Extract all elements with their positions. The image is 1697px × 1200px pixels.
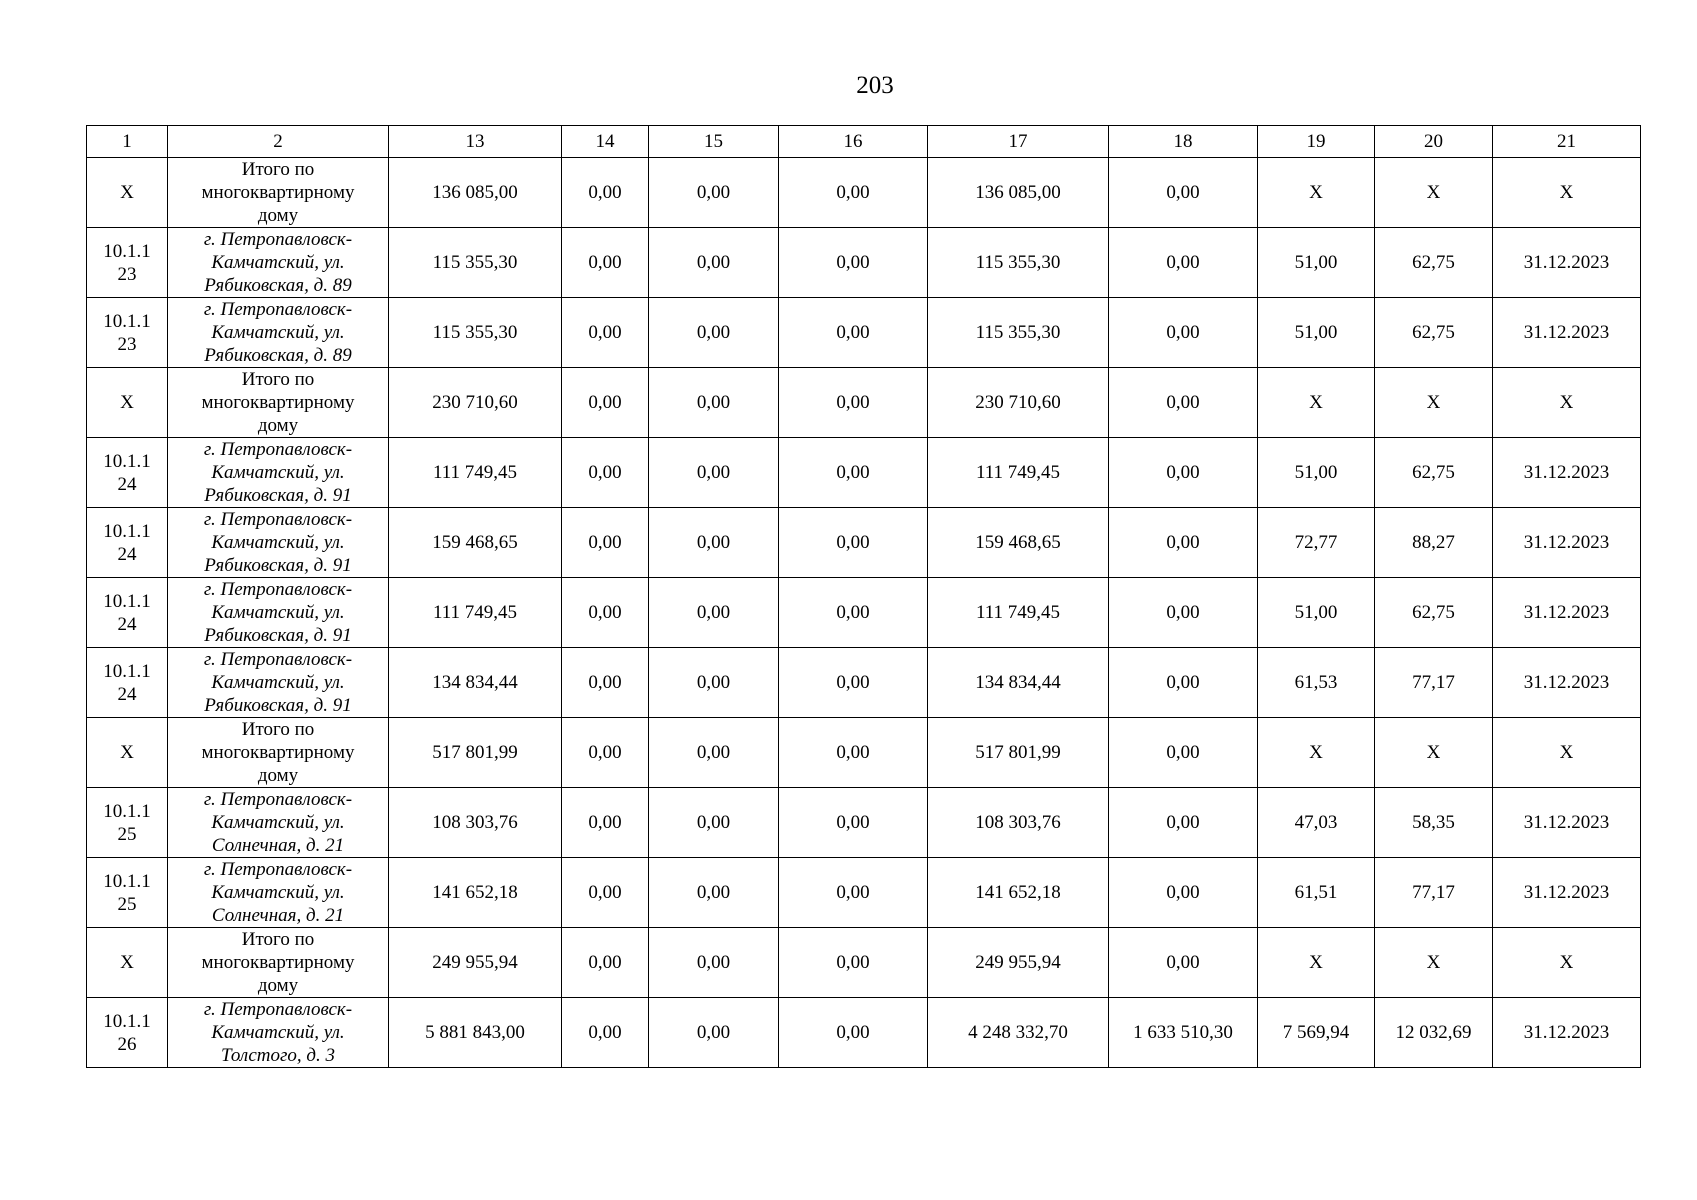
value-cell: 0,00 <box>649 858 779 928</box>
value-cell: 230 710,60 <box>389 368 562 438</box>
value-cell: 0,00 <box>562 578 649 648</box>
value-cell: 0,00 <box>649 228 779 298</box>
name-line: Камчатский, ул. <box>211 462 345 483</box>
value-cell: 58,35 <box>1375 788 1493 858</box>
value-cell: 72,77 <box>1258 508 1375 578</box>
name-line: Итого по <box>241 159 315 180</box>
row-number-line: 10.1.1 <box>103 870 151 892</box>
value-cell: 1 633 510,30 <box>1109 998 1258 1068</box>
name-line: Камчатский, ул. <box>211 882 345 903</box>
column-header: 13 <box>389 126 562 158</box>
data-table <box>86 125 1641 1068</box>
name-line: Рябиковская, д. 91 <box>204 625 352 646</box>
value-cell: 0,00 <box>779 438 928 508</box>
name-line: Камчатский, ул. <box>211 812 345 833</box>
value-cell: 31.12.2023 <box>1493 998 1641 1068</box>
row-number-cell <box>87 228 168 298</box>
value-cell: X <box>1493 928 1641 998</box>
name-line: г. Петропавловск- <box>203 579 353 600</box>
total-label-cell <box>168 158 389 228</box>
value-cell: 249 955,94 <box>928 928 1109 998</box>
row-number-line: X <box>120 182 134 203</box>
value-cell: 77,17 <box>1375 858 1493 928</box>
value-cell: 31.12.2023 <box>1493 228 1641 298</box>
value-cell: 0,00 <box>649 998 779 1068</box>
value-cell: 0,00 <box>1109 648 1258 718</box>
value-cell: 111 749,45 <box>928 438 1109 508</box>
value-cell: 0,00 <box>1109 158 1258 228</box>
table-row <box>87 718 1641 788</box>
address-cell <box>168 508 389 578</box>
row-number-cell <box>87 928 168 998</box>
name-line: многоквартирному <box>201 182 355 203</box>
value-cell: 31.12.2023 <box>1493 298 1641 368</box>
name-line: Камчатский, ул. <box>211 252 345 273</box>
value-cell: X <box>1493 368 1641 438</box>
value-cell: 0,00 <box>649 718 779 788</box>
address-cell <box>168 998 389 1068</box>
column-header: 16 <box>779 126 928 158</box>
value-cell: 141 652,18 <box>389 858 562 928</box>
value-cell: X <box>1493 158 1641 228</box>
row-number-cell <box>87 158 168 228</box>
name-line: многоквартирному <box>201 392 355 413</box>
row-number-cell <box>87 578 168 648</box>
value-cell: 136 085,00 <box>928 158 1109 228</box>
name-line: г. Петропавловск- <box>203 859 353 880</box>
name-line: Рябиковская, д. 91 <box>204 555 352 576</box>
value-cell: 51,00 <box>1258 298 1375 368</box>
table-row <box>87 648 1641 718</box>
value-cell: X <box>1258 368 1375 438</box>
value-cell: 0,00 <box>562 788 649 858</box>
address-cell <box>168 858 389 928</box>
value-cell: 111 749,45 <box>928 578 1109 648</box>
value-cell: 0,00 <box>649 298 779 368</box>
address-cell <box>168 578 389 648</box>
value-cell: 0,00 <box>1109 228 1258 298</box>
name-line: многоквартирному <box>201 742 355 763</box>
name-line: Рябиковская, д. 89 <box>204 275 352 296</box>
name-line: г. Петропавловск- <box>203 999 353 1020</box>
value-cell: 0,00 <box>779 928 928 998</box>
address-cell <box>168 298 389 368</box>
name-line: Солнечная, д. 21 <box>211 905 345 926</box>
row-number-line: 10.1.1 <box>103 310 151 332</box>
name-line: Солнечная, д. 21 <box>211 835 345 856</box>
row-number-line: X <box>120 392 134 413</box>
value-cell: 0,00 <box>1109 298 1258 368</box>
table-row <box>87 228 1641 298</box>
column-number-row <box>87 126 1641 158</box>
value-cell: 517 801,99 <box>928 718 1109 788</box>
table-row <box>87 438 1641 508</box>
column-header: 19 <box>1258 126 1375 158</box>
address-cell <box>168 648 389 718</box>
value-cell: 77,17 <box>1375 648 1493 718</box>
row-number-line: 24 <box>117 683 137 705</box>
row-number-line: 10.1.1 <box>103 450 151 472</box>
column-header: 20 <box>1375 126 1493 158</box>
name-line: Итого по <box>241 719 315 740</box>
value-cell: X <box>1258 928 1375 998</box>
value-cell: 0,00 <box>1109 718 1258 788</box>
row-number-cell <box>87 858 168 928</box>
value-cell: 0,00 <box>562 438 649 508</box>
value-cell: 136 085,00 <box>389 158 562 228</box>
value-cell: 0,00 <box>779 718 928 788</box>
value-cell: 0,00 <box>649 648 779 718</box>
value-cell: 0,00 <box>779 298 928 368</box>
value-cell: 0,00 <box>562 228 649 298</box>
row-number-line: 10.1.1 <box>103 240 151 262</box>
value-cell: 0,00 <box>1109 438 1258 508</box>
value-cell: 134 834,44 <box>928 648 1109 718</box>
name-line: Итого по <box>241 929 315 950</box>
value-cell: 0,00 <box>779 368 928 438</box>
value-cell: 12 032,69 <box>1375 998 1493 1068</box>
value-cell: 141 652,18 <box>928 858 1109 928</box>
value-cell: 0,00 <box>779 578 928 648</box>
table-row <box>87 158 1641 228</box>
name-line: дому <box>257 415 299 436</box>
value-cell: 0,00 <box>779 648 928 718</box>
name-line: Рябиковская, д. 89 <box>204 345 352 366</box>
value-cell: X <box>1258 158 1375 228</box>
value-cell: 0,00 <box>562 718 649 788</box>
value-cell: 0,00 <box>562 998 649 1068</box>
value-cell: X <box>1258 718 1375 788</box>
address-cell <box>168 788 389 858</box>
value-cell: 61,53 <box>1258 648 1375 718</box>
value-cell: 0,00 <box>562 648 649 718</box>
row-number-line: 25 <box>117 893 137 915</box>
value-cell: 0,00 <box>649 438 779 508</box>
name-line: дому <box>257 765 299 786</box>
value-cell: 31.12.2023 <box>1493 438 1641 508</box>
value-cell: 0,00 <box>649 368 779 438</box>
row-number-line: 10.1.1 <box>103 590 151 612</box>
row-number-line: 25 <box>117 823 137 845</box>
value-cell: 0,00 <box>1109 928 1258 998</box>
value-cell: 0,00 <box>1109 788 1258 858</box>
table-row <box>87 368 1641 438</box>
name-line: Камчатский, ул. <box>211 322 345 343</box>
value-cell: 31.12.2023 <box>1493 578 1641 648</box>
name-line: Толстого, д. 3 <box>220 1045 336 1066</box>
address-cell <box>168 228 389 298</box>
row-number-line: 26 <box>117 1033 137 1055</box>
value-cell: 0,00 <box>779 158 928 228</box>
row-number-cell <box>87 368 168 438</box>
value-cell: 4 248 332,70 <box>928 998 1109 1068</box>
value-cell: 51,00 <box>1258 578 1375 648</box>
value-cell: 0,00 <box>779 998 928 1068</box>
value-cell: 0,00 <box>649 788 779 858</box>
row-number-cell <box>87 438 168 508</box>
column-header: 17 <box>928 126 1109 158</box>
value-cell: 0,00 <box>562 858 649 928</box>
value-cell: X <box>1375 158 1493 228</box>
value-cell: 7 569,94 <box>1258 998 1375 1068</box>
address-cell <box>168 438 389 508</box>
value-cell: X <box>1493 718 1641 788</box>
row-number-line: 10.1.1 <box>103 1010 151 1032</box>
column-header: 18 <box>1109 126 1258 158</box>
name-line: Камчатский, ул. <box>211 1022 345 1043</box>
name-line: г. Петропавловск- <box>203 509 353 530</box>
name-line: Рябиковская, д. 91 <box>204 485 352 506</box>
column-header: 2 <box>168 126 389 158</box>
row-number-line: 10.1.1 <box>103 660 151 682</box>
page-number: 203 <box>856 72 894 99</box>
value-cell: 517 801,99 <box>389 718 562 788</box>
value-cell: 0,00 <box>1109 578 1258 648</box>
value-cell: 31.12.2023 <box>1493 788 1641 858</box>
value-cell: 62,75 <box>1375 298 1493 368</box>
table-row <box>87 788 1641 858</box>
column-header: 14 <box>562 126 649 158</box>
row-number-line: 24 <box>117 613 137 635</box>
value-cell: 47,03 <box>1258 788 1375 858</box>
row-number-cell <box>87 998 168 1068</box>
row-number-line: X <box>120 952 134 973</box>
name-line: многоквартирному <box>201 952 355 973</box>
name-line: г. Петропавловск- <box>203 229 353 250</box>
value-cell: 62,75 <box>1375 228 1493 298</box>
value-cell: 0,00 <box>779 508 928 578</box>
name-line: Камчатский, ул. <box>211 602 345 623</box>
row-number-line: X <box>120 742 134 763</box>
value-cell: X <box>1375 928 1493 998</box>
value-cell: 108 303,76 <box>389 788 562 858</box>
name-line: дому <box>257 205 299 226</box>
row-number-line: 10.1.1 <box>103 800 151 822</box>
table-row <box>87 998 1641 1068</box>
value-cell: 51,00 <box>1258 438 1375 508</box>
column-header: 1 <box>87 126 168 158</box>
value-cell: 0,00 <box>562 928 649 998</box>
value-cell: 115 355,30 <box>928 228 1109 298</box>
value-cell: 31.12.2023 <box>1493 648 1641 718</box>
value-cell: 0,00 <box>649 158 779 228</box>
table-row <box>87 928 1641 998</box>
value-cell: 0,00 <box>779 858 928 928</box>
total-label-cell <box>168 928 389 998</box>
value-cell: 115 355,30 <box>389 228 562 298</box>
value-cell: 51,00 <box>1258 228 1375 298</box>
value-cell: 159 468,65 <box>389 508 562 578</box>
column-header: 15 <box>649 126 779 158</box>
name-line: Итого по <box>241 369 315 390</box>
value-cell: 0,00 <box>562 158 649 228</box>
value-cell: 249 955,94 <box>389 928 562 998</box>
value-cell: 111 749,45 <box>389 438 562 508</box>
value-cell: 0,00 <box>649 508 779 578</box>
value-cell: 0,00 <box>562 298 649 368</box>
name-line: Камчатский, ул. <box>211 532 345 553</box>
name-line: г. Петропавловск- <box>203 649 353 670</box>
value-cell: 31.12.2023 <box>1493 858 1641 928</box>
value-cell: 62,75 <box>1375 578 1493 648</box>
total-label-cell <box>168 368 389 438</box>
value-cell: 0,00 <box>562 368 649 438</box>
value-cell: 111 749,45 <box>389 578 562 648</box>
name-line: г. Петропавловск- <box>203 439 353 460</box>
table-row <box>87 298 1641 368</box>
row-number-line: 10.1.1 <box>103 520 151 542</box>
table-row <box>87 578 1641 648</box>
value-cell: 0,00 <box>1109 508 1258 578</box>
name-line: дому <box>257 975 299 996</box>
value-cell: 0,00 <box>562 508 649 578</box>
value-cell: 0,00 <box>779 228 928 298</box>
name-line: Рябиковская, д. 91 <box>204 695 352 716</box>
row-number-line: 24 <box>117 543 137 565</box>
name-line: г. Петропавловск- <box>203 299 353 320</box>
value-cell: 0,00 <box>1109 368 1258 438</box>
value-cell: 62,75 <box>1375 438 1493 508</box>
row-number-line: 24 <box>117 473 137 495</box>
value-cell: 5 881 843,00 <box>389 998 562 1068</box>
value-cell: X <box>1375 718 1493 788</box>
row-number-cell <box>87 788 168 858</box>
name-line: Камчатский, ул. <box>211 672 345 693</box>
value-cell: 108 303,76 <box>928 788 1109 858</box>
row-number-cell <box>87 508 168 578</box>
table-row <box>87 508 1641 578</box>
name-line: г. Петропавловск- <box>203 789 353 810</box>
value-cell: 159 468,65 <box>928 508 1109 578</box>
row-number-line: 23 <box>117 333 137 355</box>
value-cell: 61,51 <box>1258 858 1375 928</box>
row-number-cell <box>87 648 168 718</box>
table-body <box>87 158 1641 1068</box>
value-cell: 0,00 <box>649 578 779 648</box>
row-number-cell <box>87 298 168 368</box>
column-header: 21 <box>1493 126 1641 158</box>
value-cell: 115 355,30 <box>389 298 562 368</box>
value-cell: 0,00 <box>1109 858 1258 928</box>
row-number-line: 23 <box>117 263 137 285</box>
value-cell: 115 355,30 <box>928 298 1109 368</box>
value-cell: 230 710,60 <box>928 368 1109 438</box>
value-cell: 31.12.2023 <box>1493 508 1641 578</box>
total-label-cell <box>168 718 389 788</box>
value-cell: 88,27 <box>1375 508 1493 578</box>
value-cell: X <box>1375 368 1493 438</box>
value-cell: 0,00 <box>649 928 779 998</box>
row-number-cell <box>87 718 168 788</box>
table-row <box>87 858 1641 928</box>
value-cell: 134 834,44 <box>389 648 562 718</box>
value-cell: 0,00 <box>779 788 928 858</box>
